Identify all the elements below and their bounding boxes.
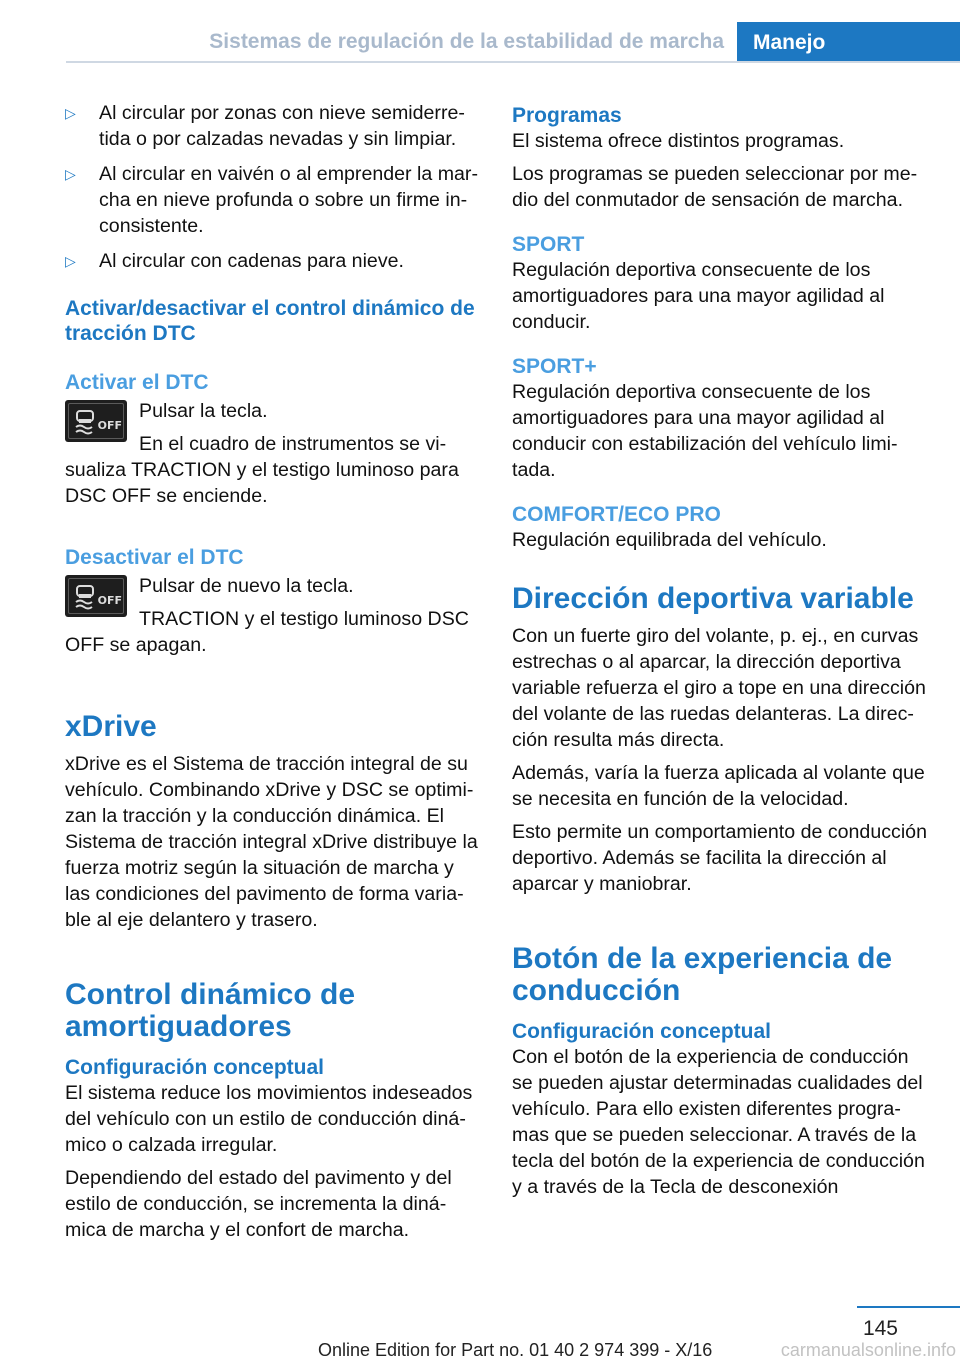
xdrive-text: xDrive es el Sistema de tracción integral de su vehículo. Combinando xDrive y DSC se optimizan la tracción y la conducción dinámica. El Sistema de tracción integral xDrive distribuye la fuerza motriz según la situación de marcha y las condiciones del pavimento de forma variable al eje delantero y trasero. [65,753,478,931]
sport-plus-text: Regulación deportiva consecuente de los amortiguadores para una mayor agilidad al conducir con estabilización del vehículo limitada. [512,381,898,481]
running-header-title: Sistemas de regulación de la estabilidad de marcha [209,30,724,53]
dtc-heading: Activar/desactivar el control dinámico de tracción DTC [65,297,475,345]
experience-subheading: Configuración conceptual [512,1020,772,1043]
experience-heading: Botón de la experiencia de conducción [512,942,893,1007]
conditions-list [65,100,478,274]
dampers-paragraph-1: El sistema reduce los movimientos indeseados del vehículo con un estilo de conducción dinámico o calzada irregular. [65,1082,473,1156]
car-skid-icon [71,407,99,435]
list-item-text: Al circular por zonas con nieve semiderretida o por calzadas nevadas y sin limpiar. [99,102,465,150]
triangle-bullet-icon: ▷ [65,166,76,182]
deactivate-description: TRACTION y el testigo luminoso DSC OFF se apagan. [65,608,469,656]
dtc-off-button-icon [65,400,127,442]
edition-footer: Online Edition for Part no. 01 40 2 974 399 - X/16 [318,1340,713,1360]
deactivate-step: Pulsar de nuevo la tecla. [139,575,354,597]
sport-text: Regulación deportiva consecuente de los amortiguadores para una mayor agilidad al conducir. [512,259,885,333]
steering-paragraph-3: Esto permite un comportamiento de conducción deportivo. Además se facilita la dirección al aparcar y maniobrar. [512,821,927,895]
list-item [65,100,478,152]
off-label: OFF [97,594,122,607]
left-column [65,100,478,1250]
steering-paragraph-2: Además, varía la fuerza aplicada al volante que se necesita en función de la velocidad. [512,762,925,810]
deactivate-dtc-heading: Desactivar el DTC [65,546,244,569]
xdrive-heading: xDrive [65,710,157,743]
right-column [512,100,930,1207]
list-item-text: Al circular con cadenas para nieve. [99,250,404,272]
comfort-heading: COMFORT/ECO PRO [512,503,721,526]
activate-dtc-block [65,398,478,516]
programs-paragraph-2: Los programas se pueden seleccionar por medio del conmutador de sensación de marcha. [512,163,918,211]
steering-heading: Dirección deportiva variable [512,582,914,615]
sport-heading: SPORT [512,233,585,256]
comfort-text: Regulación equilibrada del vehículo. [512,529,827,551]
deactivate-dtc-block [65,573,478,665]
activate-dtc-heading: Activar el DTC [65,371,209,394]
header-rule [66,61,960,63]
list-item [65,248,478,274]
sport-plus-heading: SPORT+ [512,355,597,378]
dtc-off-button-icon [65,575,127,617]
watermark: carmanualsonline.info [780,1340,956,1360]
triangle-bullet-icon: ▷ [65,105,76,121]
programs-heading: Programas [512,104,622,127]
programs-paragraph-1: El sistema ofrece distintos programas. [512,130,845,152]
list-item [65,161,478,239]
steering-paragraph-1: Con un fuerte giro del volante, p. ej., en curvas estrechas o al aparcar, la dirección deportiva variable refuerza el giro a tope en una dirección del volante de las ruedas delanteras. La dirección resulta más directa. [512,625,926,751]
dampers-paragraph-2: Dependiendo del estado del pavimento y del estilo de conducción, se incrementa la dinámica de marcha y el confort de marcha. [65,1167,452,1241]
activate-step: Pulsar la tecla. [139,400,268,422]
dampers-heading: Control dinámico de amortiguadores [65,978,356,1043]
dampers-subheading: Configuración conceptual [65,1056,325,1079]
activate-description: En el cuadro de instrumentos se visualiza TRACTION y el testigo luminoso para DSC OFF se enciende. [65,433,459,507]
off-label: OFF [97,419,122,432]
car-skid-icon [71,582,99,610]
triangle-bullet-icon: ▷ [65,253,76,269]
footer-rule [857,1306,960,1308]
chapter-tab [737,22,960,63]
experience-paragraph-1: Con el botón de la experiencia de conducción se pueden ajustar determinadas cualidades del vehículo. Para ello existen diferentes programas que se pueden seleccionar. A través de la tecla del botón de la experiencia de conducción y a través de la Tecla de desconexión [512,1046,925,1198]
list-item-text: Al circular en vaivén o al emprender la marcha en nieve profunda o sobre un firme inconsistente. [99,163,478,237]
chapter-tab-label: Manejo [753,30,826,54]
page-number: 145 [862,1317,898,1340]
